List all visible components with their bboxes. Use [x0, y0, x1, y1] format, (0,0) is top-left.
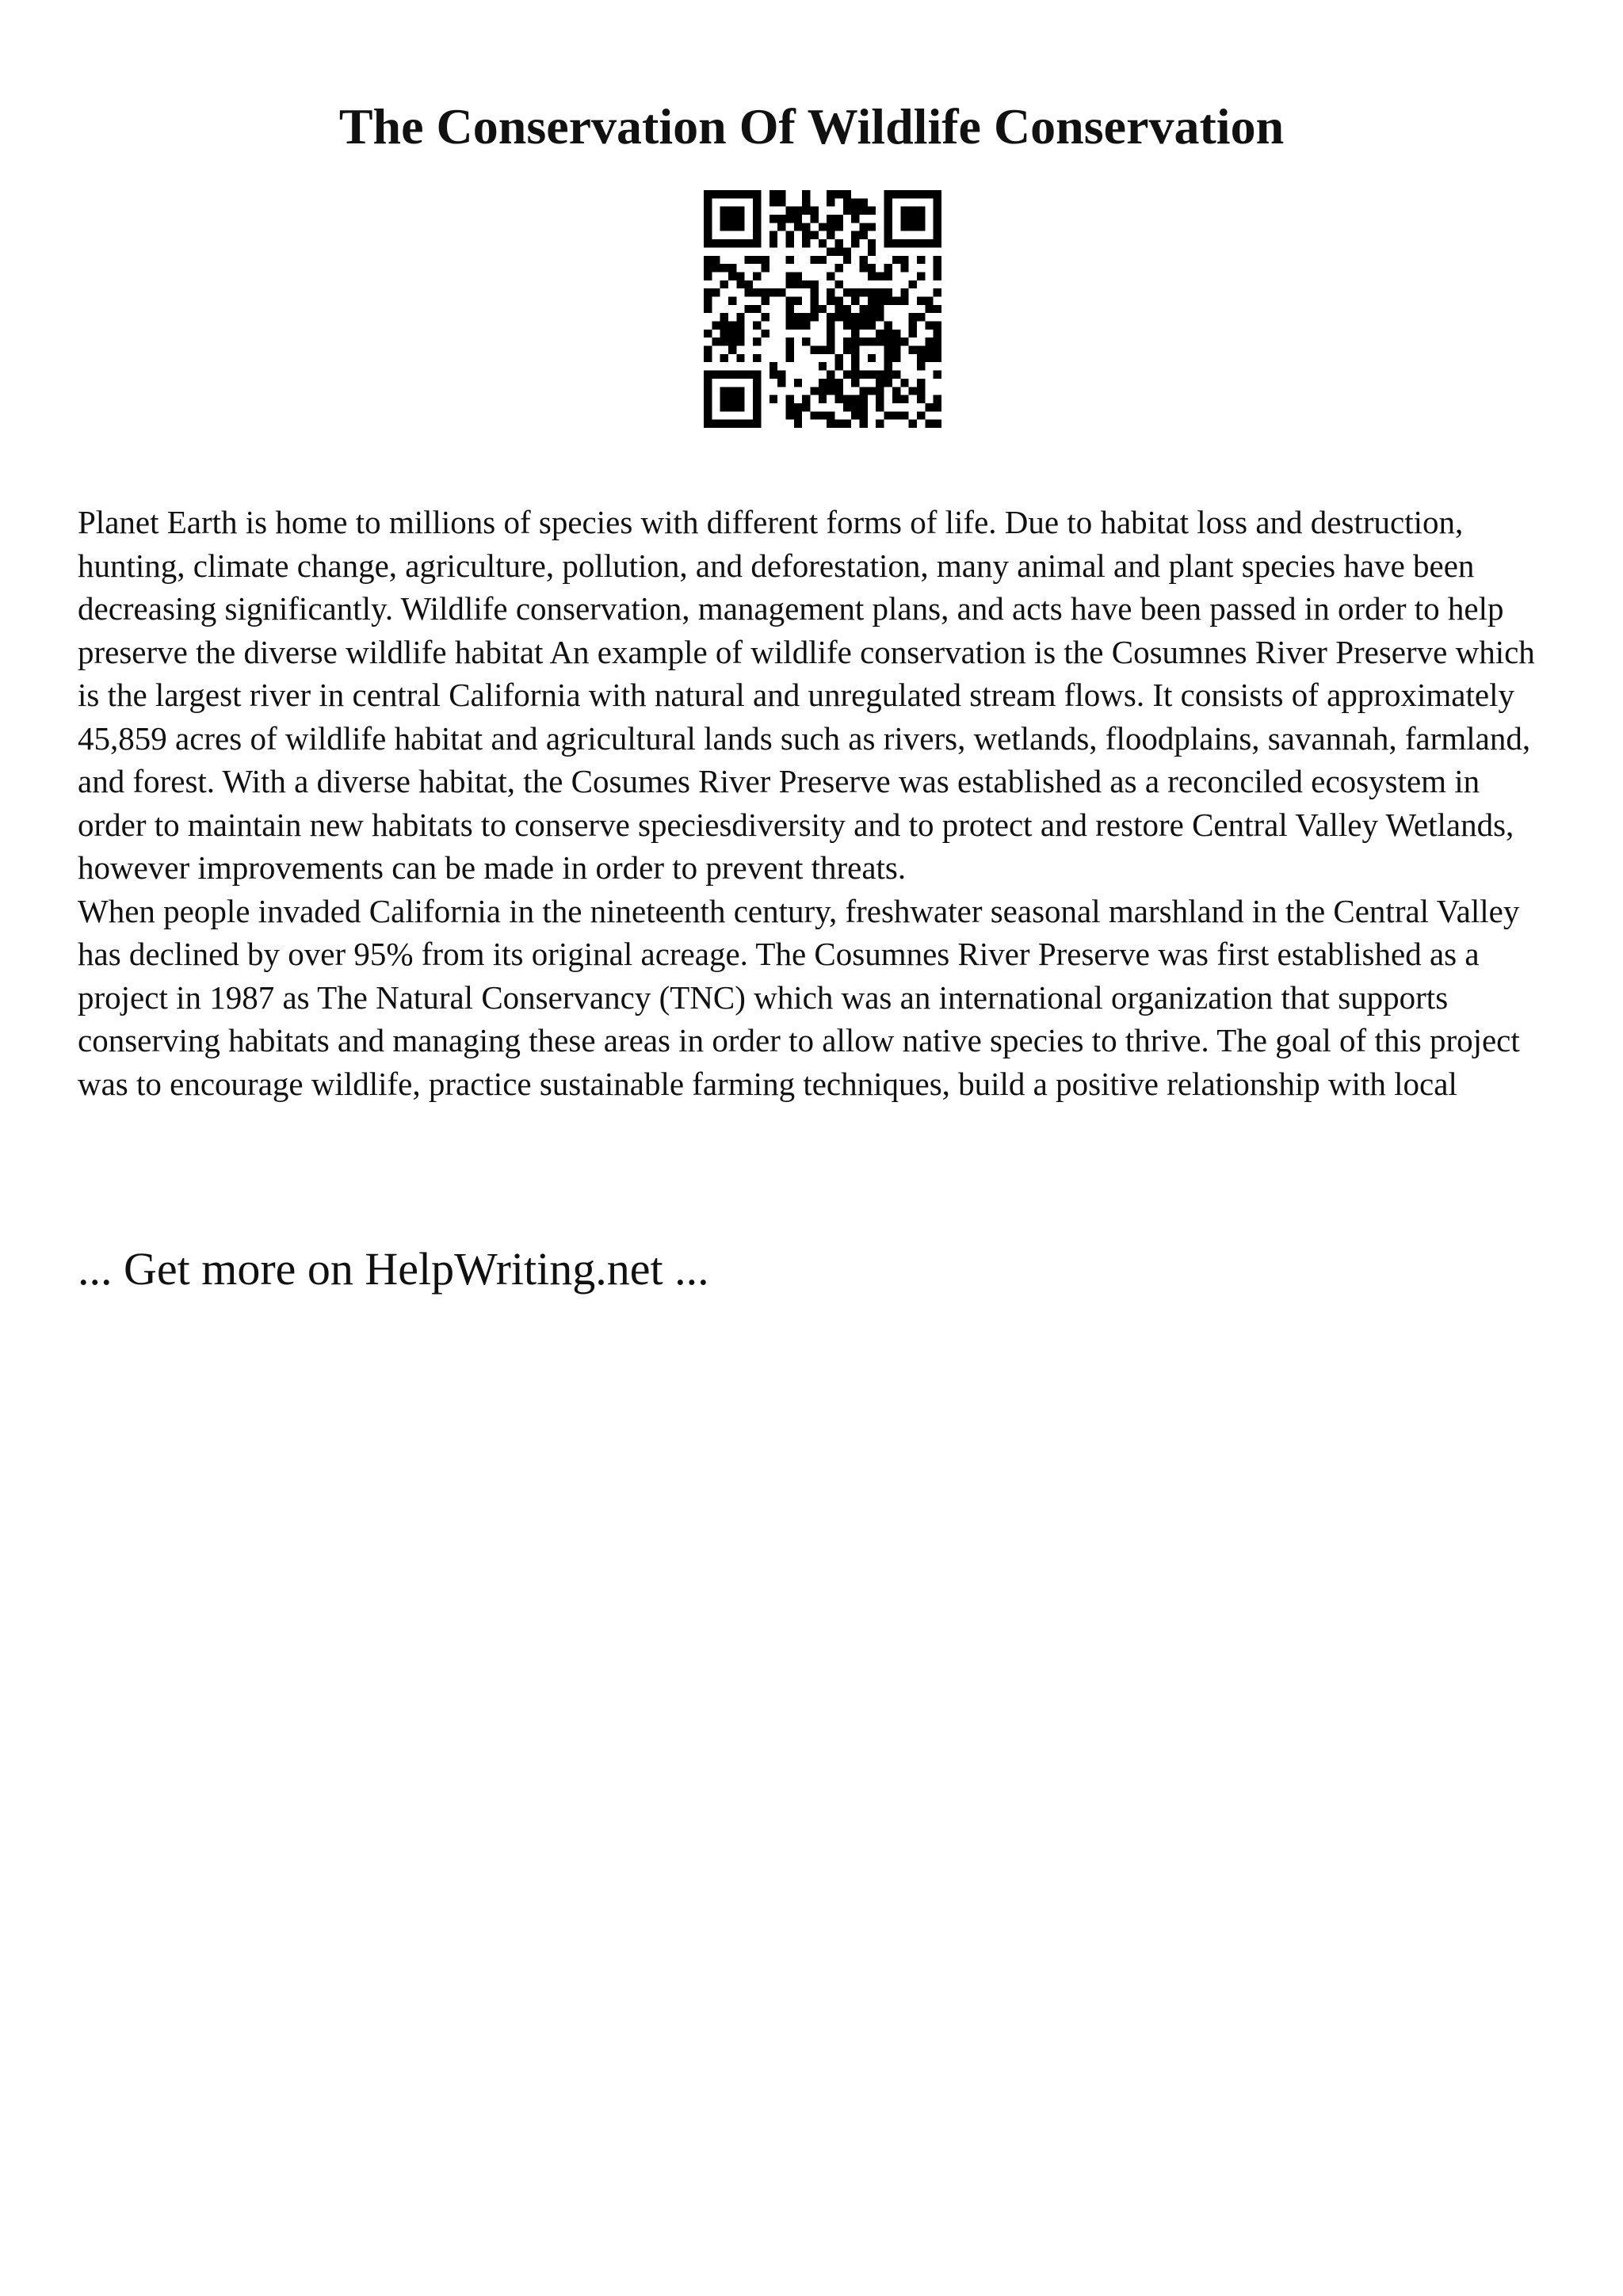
body-text — [78, 501, 1552, 1105]
get-more-link[interactable]: ... Get more on HelpWriting.net ... — [78, 1243, 709, 1295]
paragraph-1: Planet Earth is home to millions of species with different forms of life. Due to habitat loss and destruction, hunting, climate change, agriculture, pollution, and deforestation, many animal and plant species have been decreasing significantly. Wildlife conservation, management plans, and acts have been passed in order to help preserve the diverse wildlife habitat An example of wildlife conservation is the Cosumnes River Preserve which is the largest river in central California with natural and unregulated stream flows. It consists of approximately 45,859 acres of wildlife habitat and agricultural lands such as rivers, wetlands, floodplains, savannah, farmland, and forest. With a diverse habitat, the Cosumes River Preserve was established as a reconciled ecosystem in order to maintain new habitats to conserve speciesdiversity and to protect and restore Central Valley Wetlands, however improvements can be made in order to prevent threats. — [78, 504, 1535, 886]
page-title: The Conservation Of Wildlife Conservation — [338, 98, 1285, 154]
paragraph-2: When people invaded California in the nineteenth century, freshwater seasonal marshland in the Central Valley has declined by over 95% from its original acreage. The Cosumnes River Preserve was first established as a project in 1987 as The Natural Conservancy (TNC) which was an international organization that supports conserving habitats and managing these areas in order to allow native species to thrive. The goal of this project was to encourage wildlife, practice sustainable farming techniques, build a positive relationship with local — [78, 892, 1520, 1102]
qr-code — [704, 190, 941, 428]
qr-code-icon — [704, 190, 941, 428]
